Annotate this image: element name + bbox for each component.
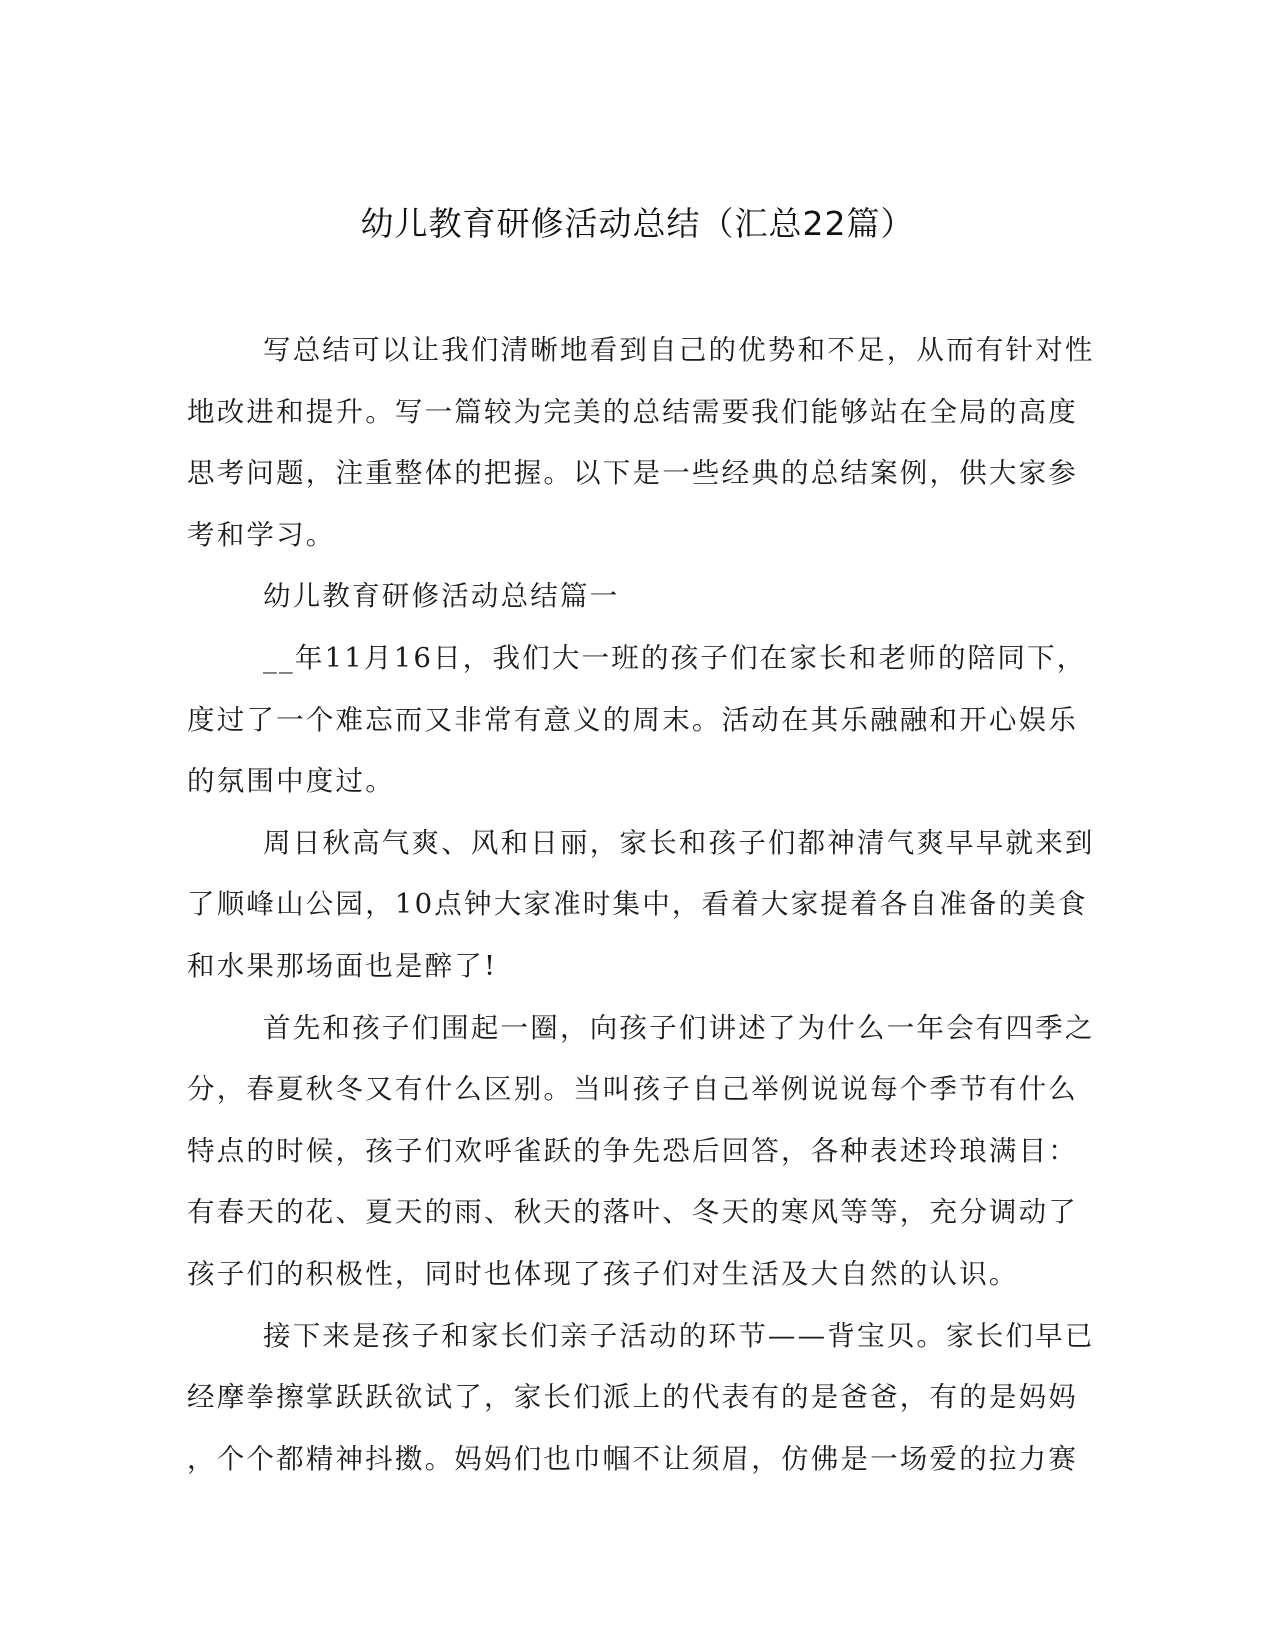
text-line: 了顺峰山公园，10点钟大家准时集中，看着大家提着各自准备的美食 [187,888,1088,921]
text-line: 特点的时候，孩子们欢呼雀跃的争先恐后回答，各种表述玲琅满目： [187,1134,1078,1167]
text-line: 考和学习。 [187,518,336,551]
text-line: 的氛围中度过。 [187,765,395,798]
text-line: 地改进和提升。写一篇较为完美的总结需要我们能够站在全局的高度 [187,395,1078,428]
text-line: 接下来是孩子和家长们亲子活动的环节——背宝贝。家长们早已 [263,1319,1095,1352]
paragraph [187,628,1087,813]
text-line: 首先和孩子们围起一圈，向孩子们讲述了为什么一年会有四季之 [263,1011,1095,1044]
text-line: 有春天的花、夏天的雨、秋天的落叶、冬天的寒风等等，充分调动了 [187,1196,1078,1229]
text-line: 分，春夏秋冬又有什么区别。当叫孩子自己举例说说每个季节有什么 [187,1073,1078,1106]
text-line: 思考问题，注重整体的把握。以下是一些经典的总结案例，供大家参 [187,457,1078,490]
text-line: 孩子们的积极性，同时也体现了孩子们对生活及大自然的认识。 [187,1257,1019,1290]
text-line: 写总结可以让我们清晰地看到自己的优势和不足，从而有针对性 [263,334,1095,366]
document-body [187,320,1095,1490]
text-line: 度过了一个难忘而又非常有意义的周末。活动在其乐融融和开心娱乐 [187,703,1078,736]
section-heading-text: 幼儿教育研修活动总结篇一 [263,580,620,613]
paragraph [187,813,1095,998]
paragraph [187,1306,1095,1491]
text-line: 和水果那场面也是醉了! [187,949,498,982]
section-heading [187,566,1087,628]
text-line: 经摩拳擦掌跃跃欲试了，家长们派上的代表有的是爸爸，有的是妈妈 [187,1381,1078,1414]
text-line: ，个个都精神抖擞。妈妈们也巾帼不让须眉，仿佛是一场爱的拉力赛 [187,1442,1078,1475]
paragraph [187,998,1095,1306]
document-title: 幼儿教育研修活动总结（汇总22篇） [360,204,915,243]
text-line: __年11月16日，我们大一班的孩子们在家长和老师的陪同下， [263,641,1087,674]
paragraph-intro [187,320,1095,566]
text-line: 周日秋高气爽、风和日丽，家长和孩子们都神清气爽早早就来到 [263,826,1095,859]
